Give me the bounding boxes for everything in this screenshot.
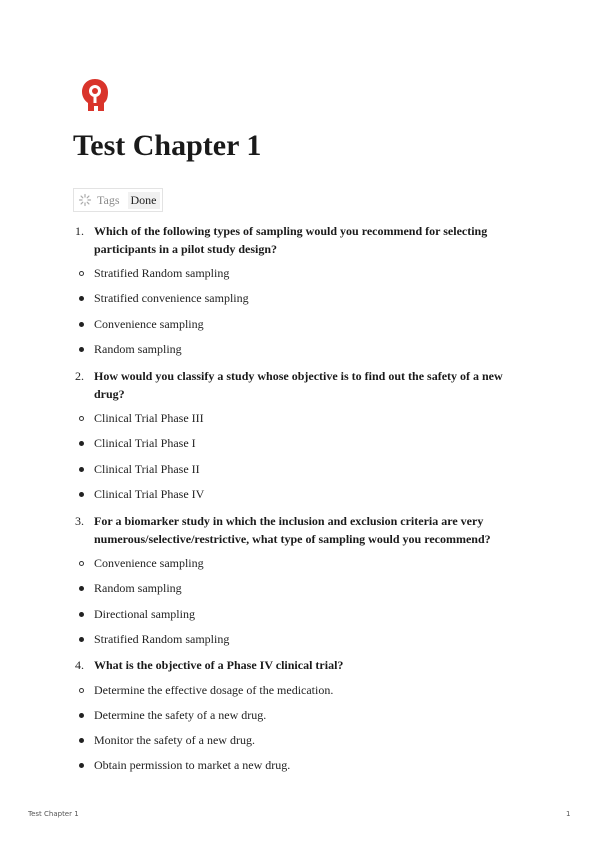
option-bullet — [79, 492, 84, 497]
option-bullet — [79, 347, 84, 352]
option-item: Random sampling — [94, 342, 182, 356]
option-bullet — [79, 637, 84, 642]
question-text: For a biomarker study in which the inclusion and exclusion criteria are very numerous/selective/restrictive, what type of sampling would you recommend? — [94, 514, 491, 546]
question-number: 4. — [75, 658, 84, 672]
option-item: Stratified Random sampling — [94, 632, 230, 646]
option-item: Stratified convenience sampling — [94, 291, 249, 305]
head-keyhole-logo-icon — [80, 77, 110, 113]
option-bullet-hollow — [79, 416, 84, 421]
option-bullet — [79, 713, 84, 718]
option-item: Stratified Random sampling — [94, 266, 230, 280]
option-bullet-hollow — [79, 271, 84, 276]
option-bullet — [79, 763, 84, 768]
option-item: Clinical Trial Phase IV — [94, 487, 205, 501]
page-title: Test Chapter 1 — [73, 129, 262, 162]
option-item: Determine the safety of a new drug. — [94, 708, 267, 722]
option-item: Clinical Trial Phase I — [94, 436, 196, 450]
option-item: Convenience sampling — [94, 317, 204, 331]
question-text: How would you classify a study whose objective is to find out the safety of a new drug? — [94, 369, 503, 401]
question-number: 3. — [75, 514, 84, 528]
option-item: Clinical Trial Phase II — [94, 462, 200, 476]
option-item: Convenience sampling — [94, 556, 204, 570]
option-bullet-hollow — [79, 561, 84, 566]
question-number: 2. — [75, 369, 84, 383]
option-item: Determine the effective dosage of the medication. — [94, 683, 334, 697]
option-item: Obtain permission to market a new drug. — [94, 758, 291, 772]
option-item: Monitor the safety of a new drug. — [94, 733, 255, 747]
footer-page-number: 1 — [566, 810, 571, 818]
option-bullet — [79, 738, 84, 743]
option-bullet — [79, 612, 84, 617]
option-item: Directional sampling — [94, 607, 195, 621]
tags-label: Tags — [97, 192, 120, 207]
option-bullet — [79, 467, 84, 472]
option-item: Random sampling — [94, 581, 182, 595]
tags-property[interactable] — [73, 188, 163, 212]
option-bullet — [79, 322, 84, 327]
footer-document-title: Test Chapter 1 — [28, 810, 79, 818]
question-number: 1. — [75, 224, 84, 238]
tag-done[interactable]: Done — [128, 192, 160, 209]
spinner-icon — [78, 193, 92, 207]
option-bullet — [79, 586, 84, 591]
question-text: Which of the following types of sampling would you recommend for selecting participants in a pilot study design? — [94, 224, 488, 256]
option-bullet — [79, 296, 84, 301]
question-text: What is the objective of a Phase IV clinical trial? — [94, 658, 344, 672]
option-bullet — [79, 441, 84, 446]
option-item: Clinical Trial Phase III — [94, 411, 204, 425]
option-bullet-hollow — [79, 688, 84, 693]
